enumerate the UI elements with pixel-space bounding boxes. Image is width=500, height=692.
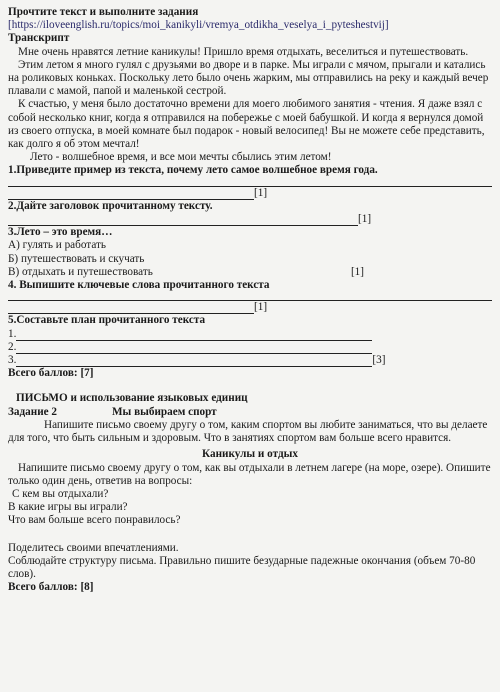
worksheet-title: Прочтите текст и выполните задания: [8, 6, 199, 18]
sub-text: Напишите письмо своему другу о том, как вы отдыхали в летнем лагере (на море, озере). Опишите только один день, ответив на вопросы:: [8, 461, 491, 487]
answer-line-4b[interactable]: [8, 301, 492, 314]
closing-line-1: Поделитесь своими впечатлениями.: [8, 541, 179, 554]
plan-line-1[interactable]: 1.: [8, 328, 492, 341]
option-b[interactable]: Б) путешествовать и скучать: [8, 252, 145, 265]
question-3-score: [1]: [350, 265, 364, 278]
text-paragraph-2: Этим летом я много гулял с друзьями во дворе и в парке. Мы играли с мячом, прыгали и катались на роликовых коньках. Поскольку лето было очень жарким, мы отправились на реку и каждый вечер плавали с мамой, папой и маленькой сестрой.: [8, 58, 489, 98]
option-a[interactable]: А) гулять и работать: [8, 239, 106, 252]
sub-question-1: С кем вы отдыхали?: [12, 487, 109, 500]
question-2-score: [1]: [358, 213, 372, 226]
option-c[interactable]: В) отдыхать и путешествовать: [8, 265, 153, 278]
text-paragraph-3: К счастью, у меня было достаточно времени для моего любимого занятия - чтения. Я даже взял с собой несколько книг, когда я отправился на побережье с моей бабушкой. И когда я вернулся домой из своего отпуска, в моей комнате был подарок - новый велосипед! Вы не можете себе представить, как долго я об этом мечтал!: [8, 98, 485, 151]
question-5: 5.Составьте план прочитанного текста: [8, 314, 206, 327]
source-link[interactable]: [https://iloveenglish.ru/topics/moi_kanikyli/vremya_otdikha_veselya_i_pyteshestvij]: [8, 19, 389, 32]
plan-line-2[interactable]: 2.: [8, 341, 492, 354]
task-text: Напишите письмо своему другу о том, каким спортом вы любите заниматься, что вы делаете для того, что быть сильным и здоровым. Что в занятиях спортом вам больше всего нравится.: [8, 418, 488, 445]
task-title: Мы выбираем спорт: [112, 405, 217, 418]
total-score-2: Всего баллов: [8]: [8, 581, 94, 594]
answer-line-2[interactable]: [8, 213, 492, 226]
sub-title: Каникулы и отдых: [202, 448, 298, 461]
question-1-score: [1]: [254, 186, 268, 199]
total-score-1: Всего баллов: [7]: [8, 367, 94, 380]
question-3: 3.Лето – это время…: [8, 226, 113, 239]
closing-line-2: Соблюдайте структуру письма. Правильно пишите безударные падежные окончания (объем 70-80 слов).: [8, 554, 476, 580]
sub-question-3: Что вам больше всего понравилось?: [8, 514, 181, 527]
question-2: 2.Дайте заголовок прочитанному тексту.: [8, 199, 213, 212]
plan-line-3[interactable]: 3. [3]: [8, 354, 386, 367]
question-5-score: [3]: [372, 354, 386, 367]
transcript-label: Транскрипт: [8, 32, 70, 45]
question-1: 1.Приведите пример из текста, почему лето самое волшебное время года.: [8, 164, 378, 177]
text-paragraph-1: Мне очень нравятся летние каникулы! Пришло время отдыхать, веселиться и путешествовать.: [18, 45, 469, 58]
question-4: 4. Выпишите ключевые слова прочитанного текста: [8, 279, 270, 292]
answer-line-1b[interactable]: [8, 187, 492, 200]
sub-question-2: В какие игры вы играли?: [8, 501, 128, 514]
text-paragraph-4: Лето - волшебное время, и все мои мечты сбылись этим летом!: [30, 151, 332, 164]
task-label: Задание 2: [8, 405, 57, 418]
letter-section-title: ПИСЬМО и использование языковых единиц: [16, 392, 248, 405]
question-4-score: [1]: [254, 301, 268, 314]
